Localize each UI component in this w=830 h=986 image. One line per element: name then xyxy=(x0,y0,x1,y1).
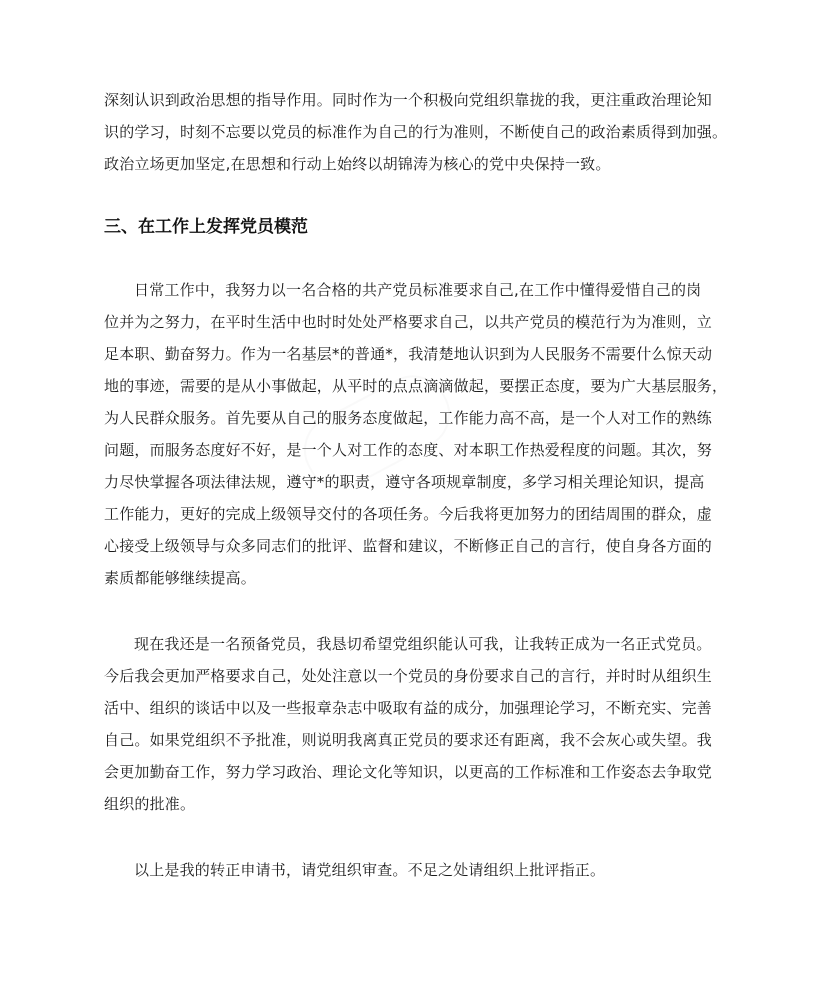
paragraph-line: 心接受上级领导与众多同志们的批评、监督和建议，不断修正自己的言行，使自身各方面的 xyxy=(104,537,713,555)
paragraph-line: 问题，而服务态度好不好，是一个人对工作的态度、对本职工作热爱程度的问题。其次，努 xyxy=(104,441,713,459)
paragraph-line: 今后我会更加严格要求自己，处处注意以一个党员的身份要求自己的言行，并时时从组织生 xyxy=(104,667,713,685)
paragraph-line: 地的事迹，需要的是从小事做起，从平时的点点滴滴做起，要摆正态度，要为广大基层服务， xyxy=(104,377,728,395)
paragraph-closing xyxy=(104,854,726,886)
paragraph-line: 自己。如果党组织不予批准，则说明我离真正党员的要求还有距离，我不会灰心或失望。我 xyxy=(104,731,713,749)
paragraph-line: 日常工作中，我努力以一名合格的共产党员标准要求自己,在工作中懂得爱惜自己的岗 xyxy=(134,281,702,299)
section-heading: 三、在工作上发挥党员模范 xyxy=(104,217,308,237)
paragraph-line: 现在我还是一名预备党员，我恳切希望党组织能认可我，让我转正成为一名正式党员。 xyxy=(134,635,712,653)
paragraph-line: 深刻认识到政治思想的指导作用。同时作为一个积极向党组织靠拢的我，更注重政治理论知 xyxy=(104,91,713,109)
paragraph-line: 为人民群众服务。首先要从自己的服务态度做起，工作能力高不高，是一个人对工作的熟练 xyxy=(104,409,713,427)
paragraph-line: 活中、组织的谈话中以及一些报章杂志中吸取有益的成分，加强理论学习，不断充实、完善 xyxy=(104,699,713,717)
paragraph-request xyxy=(104,628,726,820)
paragraph-line: 素质都能够继续提高。 xyxy=(104,569,257,587)
paragraph-line: 政治立场更加坚定,在思想和行动上始终以胡锦涛为核心的党中央保持一致。 xyxy=(104,155,611,173)
paragraph-line: 识的学习，时刻不忘要以党员的标准作为自己的行为准则，不断使自己的政治素质得到加强。 xyxy=(104,123,728,141)
paragraph-line: 位并为之努力，在平时生活中也时时处处严格要求自己，以共产党员的模范行为为准则，立 xyxy=(104,313,713,331)
paragraph-line: 以上是我的转正申请书，请党组织审查。不足之处请组织上批评指正。 xyxy=(134,861,606,879)
paragraph-intro xyxy=(104,84,726,180)
paragraph-line: 足本职、勤奋努力。作为一名基层*的普通*，我清楚地认识到为人民服务不需要什么惊天动 xyxy=(104,345,713,363)
paragraph-line: 力尽快掌握各项法律法规，遵守*的职责，遵守各项规章制度，多学习相关理论知识，提高 xyxy=(104,473,705,491)
paragraph-line: 会更加勤奋工作，努力学习政治、理论文化等知识，以更高的工作标准和工作姿态去争取党 xyxy=(104,763,713,781)
paragraph-line: 组织的批准。 xyxy=(104,795,196,813)
paragraph-work xyxy=(104,274,726,594)
paragraph-line: 工作能力，更好的完成上级领导交付的各项任务。今后我将更加努力的团结周围的群众，虚 xyxy=(104,505,713,523)
